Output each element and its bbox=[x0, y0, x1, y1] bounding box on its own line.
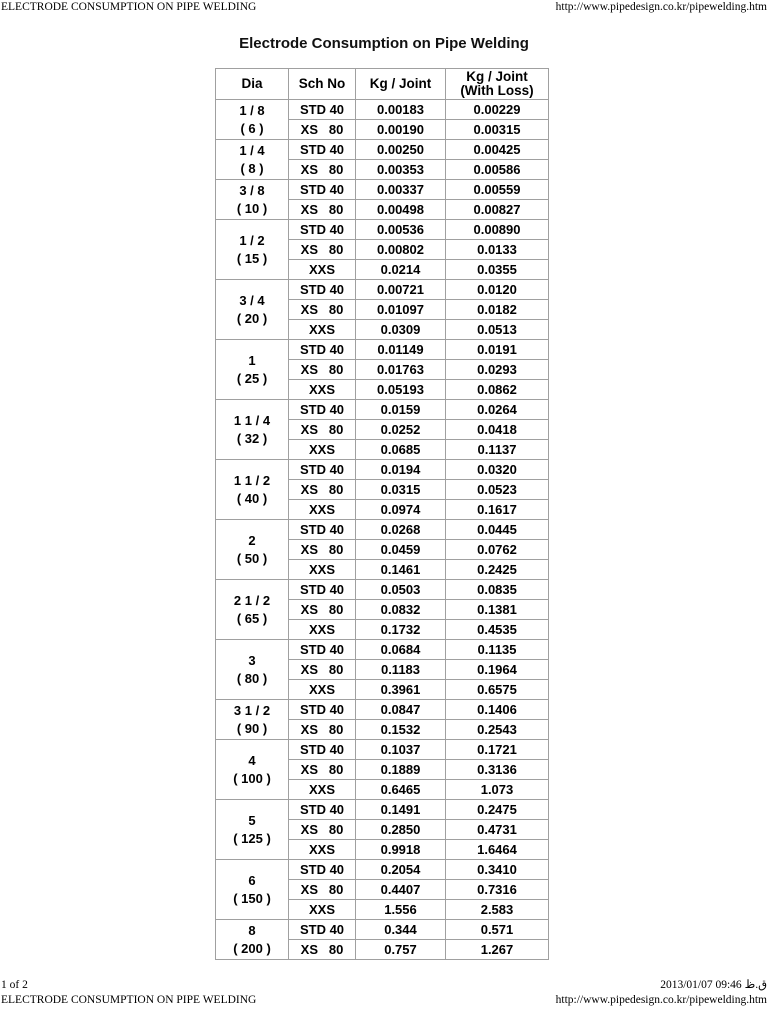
dia-mm: ( 150 ) bbox=[233, 890, 271, 906]
kg-joint-cell: 0.0503 bbox=[356, 580, 446, 600]
sch-no-cell: STD 40 bbox=[289, 340, 356, 360]
sch-no-cell: XXS bbox=[289, 680, 356, 700]
page-number: 1 of 2 bbox=[1, 979, 28, 991]
table-row bbox=[216, 180, 549, 200]
kg-joint-cell: 0.0309 bbox=[356, 320, 446, 340]
column-header-kg-joint-with-loss bbox=[446, 69, 549, 100]
kg-joint-with-loss-cell: 0.0133 bbox=[446, 240, 549, 260]
kg-joint-cell: 0.3961 bbox=[356, 680, 446, 700]
sch-no-cell: STD 40 bbox=[289, 220, 356, 240]
kg-joint-cell: 0.2054 bbox=[356, 860, 446, 880]
kg-joint-cell: 0.1183 bbox=[356, 660, 446, 680]
kg-joint-cell: 0.00337 bbox=[356, 180, 446, 200]
dia-cell bbox=[216, 180, 289, 220]
kg-joint-with-loss-cell: 0.3410 bbox=[446, 860, 549, 880]
dia-cell bbox=[216, 920, 289, 960]
dia-cell bbox=[216, 100, 289, 140]
kg-joint-with-loss-cell: 0.0418 bbox=[446, 420, 549, 440]
dia-mm: ( 50 ) bbox=[236, 550, 268, 566]
header-title: ELECTRODE CONSUMPTION ON PIPE WELDING bbox=[1, 1, 257, 13]
column-header-line: (With Loss) bbox=[460, 83, 534, 98]
dia-inch: 3 / 8 bbox=[239, 182, 265, 198]
kg-joint-with-loss-cell: 1.6464 bbox=[446, 840, 549, 860]
dia-cell bbox=[216, 280, 289, 340]
sch-no-cell: XXS bbox=[289, 320, 356, 340]
kg-joint-cell: 0.0459 bbox=[356, 540, 446, 560]
table-header-row bbox=[216, 69, 549, 100]
kg-joint-with-loss-cell: 0.00229 bbox=[446, 100, 549, 120]
kg-joint-with-loss-cell: 0.0293 bbox=[446, 360, 549, 380]
kg-joint-with-loss-cell: 0.00425 bbox=[446, 140, 549, 160]
dia-mm: ( 8 ) bbox=[240, 160, 264, 176]
dia-inch: 6 bbox=[248, 872, 256, 888]
kg-joint-with-loss-cell: 0.00827 bbox=[446, 200, 549, 220]
dia-cell bbox=[216, 220, 289, 280]
sch-no-cell: XS 80 bbox=[289, 600, 356, 620]
kg-joint-with-loss-cell: 2.583 bbox=[446, 900, 549, 920]
dia-mm: ( 10 ) bbox=[236, 200, 268, 216]
sch-no-cell: XS 80 bbox=[289, 540, 356, 560]
dia-cell bbox=[216, 340, 289, 400]
sch-no-cell: XXS bbox=[289, 260, 356, 280]
dia-inch: 8 bbox=[248, 922, 256, 938]
kg-joint-cell: 0.1889 bbox=[356, 760, 446, 780]
sch-no-cell: STD 40 bbox=[289, 280, 356, 300]
kg-joint-cell: 0.1491 bbox=[356, 800, 446, 820]
dia-cell bbox=[216, 460, 289, 520]
sch-no-cell: STD 40 bbox=[289, 860, 356, 880]
print-timestamp: 2013/01/07 09:46 ق.ظ bbox=[660, 979, 767, 991]
table-row bbox=[216, 920, 549, 940]
sch-no-cell: STD 40 bbox=[289, 140, 356, 160]
column-header-dia: Dia bbox=[216, 69, 289, 100]
kg-joint-with-loss-cell: 0.1137 bbox=[446, 440, 549, 460]
sch-no-cell: XS 80 bbox=[289, 880, 356, 900]
kg-joint-with-loss-cell: 0.4731 bbox=[446, 820, 549, 840]
dia-inch: 3 bbox=[248, 652, 256, 668]
column-header-line: Kg / Joint bbox=[466, 69, 528, 84]
dia-cell bbox=[216, 400, 289, 460]
sch-no-cell: XXS bbox=[289, 840, 356, 860]
table-row bbox=[216, 640, 549, 660]
kg-joint-cell: 0.1532 bbox=[356, 720, 446, 740]
kg-joint-cell: 0.0252 bbox=[356, 420, 446, 440]
dia-mm: ( 200 ) bbox=[233, 940, 271, 956]
kg-joint-cell: 0.0194 bbox=[356, 460, 446, 480]
table-row bbox=[216, 460, 549, 480]
sch-no-cell: XS 80 bbox=[289, 120, 356, 140]
sch-no-cell: XS 80 bbox=[289, 300, 356, 320]
sch-no-cell: XS 80 bbox=[289, 660, 356, 680]
sch-no-cell: STD 40 bbox=[289, 180, 356, 200]
dia-cell bbox=[216, 640, 289, 700]
kg-joint-with-loss-cell: 0.0264 bbox=[446, 400, 549, 420]
table-row bbox=[216, 800, 549, 820]
sch-no-cell: STD 40 bbox=[289, 400, 356, 420]
dia-mm: ( 90 ) bbox=[236, 720, 268, 736]
kg-joint-with-loss-cell: 0.0762 bbox=[446, 540, 549, 560]
kg-joint-with-loss-cell: 0.0320 bbox=[446, 460, 549, 480]
dia-mm: ( 20 ) bbox=[236, 310, 268, 326]
electrode-consumption-table bbox=[215, 68, 549, 960]
dia-inch: 1 / 2 bbox=[239, 232, 265, 248]
kg-joint-cell: 0.757 bbox=[356, 940, 446, 960]
kg-joint-cell: 0.00250 bbox=[356, 140, 446, 160]
table-row bbox=[216, 740, 549, 760]
sch-no-cell: STD 40 bbox=[289, 700, 356, 720]
kg-joint-cell: 0.0847 bbox=[356, 700, 446, 720]
dia-inch: 1 bbox=[248, 352, 256, 368]
dia-inch: 4 bbox=[248, 752, 256, 768]
kg-joint-with-loss-cell: 0.0182 bbox=[446, 300, 549, 320]
kg-joint-with-loss-cell: 0.2543 bbox=[446, 720, 549, 740]
kg-joint-with-loss-cell: 0.1135 bbox=[446, 640, 549, 660]
kg-joint-cell: 0.00536 bbox=[356, 220, 446, 240]
sch-no-cell: XXS bbox=[289, 440, 356, 460]
kg-joint-with-loss-cell: 0.1406 bbox=[446, 700, 549, 720]
dia-cell bbox=[216, 520, 289, 580]
kg-joint-cell: 0.01763 bbox=[356, 360, 446, 380]
dia-inch: 5 bbox=[248, 812, 256, 828]
sch-no-cell: XXS bbox=[289, 380, 356, 400]
kg-joint-with-loss-cell: 0.7316 bbox=[446, 880, 549, 900]
column-header-sch-no: Sch No bbox=[289, 69, 356, 100]
kg-joint-cell: 0.0974 bbox=[356, 500, 446, 520]
dia-mm: ( 32 ) bbox=[236, 430, 268, 446]
header-url[interactable]: http://www.pipedesign.co.kr/pipewelding.htm bbox=[555, 1, 767, 13]
kg-joint-with-loss-cell: 0.0355 bbox=[446, 260, 549, 280]
dia-mm: ( 65 ) bbox=[236, 610, 268, 626]
sch-no-cell: XS 80 bbox=[289, 360, 356, 380]
sch-no-cell: XXS bbox=[289, 500, 356, 520]
dia-mm: ( 100 ) bbox=[233, 770, 271, 786]
dia-cell bbox=[216, 580, 289, 640]
dia-inch: 2 1 / 2 bbox=[233, 592, 271, 608]
sch-no-cell: XXS bbox=[289, 620, 356, 640]
kg-joint-cell: 0.4407 bbox=[356, 880, 446, 900]
kg-joint-with-loss-cell: 0.0523 bbox=[446, 480, 549, 500]
sch-no-cell: XS 80 bbox=[289, 820, 356, 840]
kg-joint-with-loss-cell: 0.0191 bbox=[446, 340, 549, 360]
sch-no-cell: XXS bbox=[289, 560, 356, 580]
kg-joint-cell: 0.00721 bbox=[356, 280, 446, 300]
sch-no-cell: STD 40 bbox=[289, 740, 356, 760]
table-row bbox=[216, 140, 549, 160]
kg-joint-with-loss-cell: 0.1381 bbox=[446, 600, 549, 620]
dia-cell bbox=[216, 860, 289, 920]
kg-joint-with-loss-cell: 0.3136 bbox=[446, 760, 549, 780]
footer-title: ELECTRODE CONSUMPTION ON PIPE WELDING bbox=[1, 994, 257, 1006]
sch-no-cell: STD 40 bbox=[289, 520, 356, 540]
kg-joint-cell: 0.01149 bbox=[356, 340, 446, 360]
kg-joint-cell: 0.00190 bbox=[356, 120, 446, 140]
dia-mm: ( 125 ) bbox=[233, 830, 271, 846]
table-row bbox=[216, 220, 549, 240]
kg-joint-cell: 0.9918 bbox=[356, 840, 446, 860]
kg-joint-cell: 0.00183 bbox=[356, 100, 446, 120]
kg-joint-cell: 0.0685 bbox=[356, 440, 446, 460]
kg-joint-with-loss-cell: 0.571 bbox=[446, 920, 549, 940]
kg-joint-cell: 0.2850 bbox=[356, 820, 446, 840]
kg-joint-with-loss-cell: 0.1964 bbox=[446, 660, 549, 680]
sch-no-cell: STD 40 bbox=[289, 640, 356, 660]
dia-mm: ( 80 ) bbox=[236, 670, 268, 686]
dia-inch: 3 1 / 2 bbox=[233, 702, 271, 718]
kg-joint-cell: 0.0268 bbox=[356, 520, 446, 540]
kg-joint-cell: 0.00802 bbox=[356, 240, 446, 260]
kg-joint-with-loss-cell: 0.4535 bbox=[446, 620, 549, 640]
dia-mm: ( 25 ) bbox=[236, 370, 268, 386]
kg-joint-cell: 0.6465 bbox=[356, 780, 446, 800]
kg-joint-with-loss-cell: 0.6575 bbox=[446, 680, 549, 700]
kg-joint-cell: 0.05193 bbox=[356, 380, 446, 400]
kg-joint-cell: 0.1732 bbox=[356, 620, 446, 640]
kg-joint-cell: 0.0159 bbox=[356, 400, 446, 420]
column-header-kg-joint: Kg / Joint bbox=[356, 69, 446, 100]
kg-joint-with-loss-cell: 0.0835 bbox=[446, 580, 549, 600]
kg-joint-with-loss-cell: 0.00890 bbox=[446, 220, 549, 240]
dia-cell bbox=[216, 140, 289, 180]
kg-joint-with-loss-cell: 1.073 bbox=[446, 780, 549, 800]
kg-joint-with-loss-cell: 0.1721 bbox=[446, 740, 549, 760]
sch-no-cell: STD 40 bbox=[289, 920, 356, 940]
kg-joint-with-loss-cell: 0.0862 bbox=[446, 380, 549, 400]
kg-joint-with-loss-cell: 1.267 bbox=[446, 940, 549, 960]
dia-inch: 1 1 / 2 bbox=[233, 472, 271, 488]
sch-no-cell: XS 80 bbox=[289, 480, 356, 500]
print-footer-title bbox=[0, 993, 768, 1007]
sch-no-cell: STD 40 bbox=[289, 460, 356, 480]
dia-mm: ( 40 ) bbox=[236, 490, 268, 506]
footer-url[interactable]: http://www.pipedesign.co.kr/pipewelding.htm bbox=[555, 994, 767, 1006]
kg-joint-with-loss-cell: 0.1617 bbox=[446, 500, 549, 520]
kg-joint-cell: 0.0315 bbox=[356, 480, 446, 500]
sch-no-cell: STD 40 bbox=[289, 800, 356, 820]
document-title: Electrode Consumption on Pipe Welding bbox=[239, 35, 529, 52]
dia-inch: 1 / 4 bbox=[239, 142, 265, 158]
kg-joint-cell: 0.1461 bbox=[356, 560, 446, 580]
kg-joint-with-loss-cell: 0.00586 bbox=[446, 160, 549, 180]
table-row bbox=[216, 400, 549, 420]
kg-joint-with-loss-cell: 0.2425 bbox=[446, 560, 549, 580]
print-footer-page bbox=[0, 978, 768, 992]
dia-inch: 1 1 / 4 bbox=[233, 412, 271, 428]
dia-inch: 2 bbox=[248, 532, 256, 548]
sch-no-cell: XXS bbox=[289, 900, 356, 920]
sch-no-cell: XS 80 bbox=[289, 200, 356, 220]
kg-joint-cell: 0.0684 bbox=[356, 640, 446, 660]
sch-no-cell: XS 80 bbox=[289, 240, 356, 260]
table-row bbox=[216, 280, 549, 300]
table-row bbox=[216, 860, 549, 880]
kg-joint-with-loss-cell: 0.0445 bbox=[446, 520, 549, 540]
dia-cell bbox=[216, 800, 289, 860]
table-row bbox=[216, 580, 549, 600]
kg-joint-cell: 0.00353 bbox=[356, 160, 446, 180]
sch-no-cell: XS 80 bbox=[289, 720, 356, 740]
table-row bbox=[216, 340, 549, 360]
kg-joint-cell: 1.556 bbox=[356, 900, 446, 920]
kg-joint-with-loss-cell: 0.2475 bbox=[446, 800, 549, 820]
sch-no-cell: STD 40 bbox=[289, 580, 356, 600]
sch-no-cell: XXS bbox=[289, 780, 356, 800]
dia-inch: 3 / 4 bbox=[239, 292, 265, 308]
dia-inch: 1 / 8 bbox=[239, 102, 265, 118]
kg-joint-cell: 0.01097 bbox=[356, 300, 446, 320]
table-row bbox=[216, 100, 549, 120]
kg-joint-cell: 0.00498 bbox=[356, 200, 446, 220]
table-row bbox=[216, 520, 549, 540]
kg-joint-cell: 0.1037 bbox=[356, 740, 446, 760]
kg-joint-with-loss-cell: 0.00315 bbox=[446, 120, 549, 140]
kg-joint-with-loss-cell: 0.00559 bbox=[446, 180, 549, 200]
dia-mm: ( 15 ) bbox=[236, 250, 268, 266]
kg-joint-cell: 0.0214 bbox=[356, 260, 446, 280]
table-row bbox=[216, 700, 549, 720]
sch-no-cell: XS 80 bbox=[289, 940, 356, 960]
dia-cell bbox=[216, 740, 289, 800]
kg-joint-cell: 0.344 bbox=[356, 920, 446, 940]
sch-no-cell: XS 80 bbox=[289, 160, 356, 180]
dia-cell bbox=[216, 700, 289, 740]
sch-no-cell: XS 80 bbox=[289, 420, 356, 440]
dia-mm: ( 6 ) bbox=[240, 120, 264, 136]
kg-joint-with-loss-cell: 0.0120 bbox=[446, 280, 549, 300]
kg-joint-with-loss-cell: 0.0513 bbox=[446, 320, 549, 340]
sch-no-cell: STD 40 bbox=[289, 100, 356, 120]
kg-joint-cell: 0.0832 bbox=[356, 600, 446, 620]
sch-no-cell: XS 80 bbox=[289, 760, 356, 780]
